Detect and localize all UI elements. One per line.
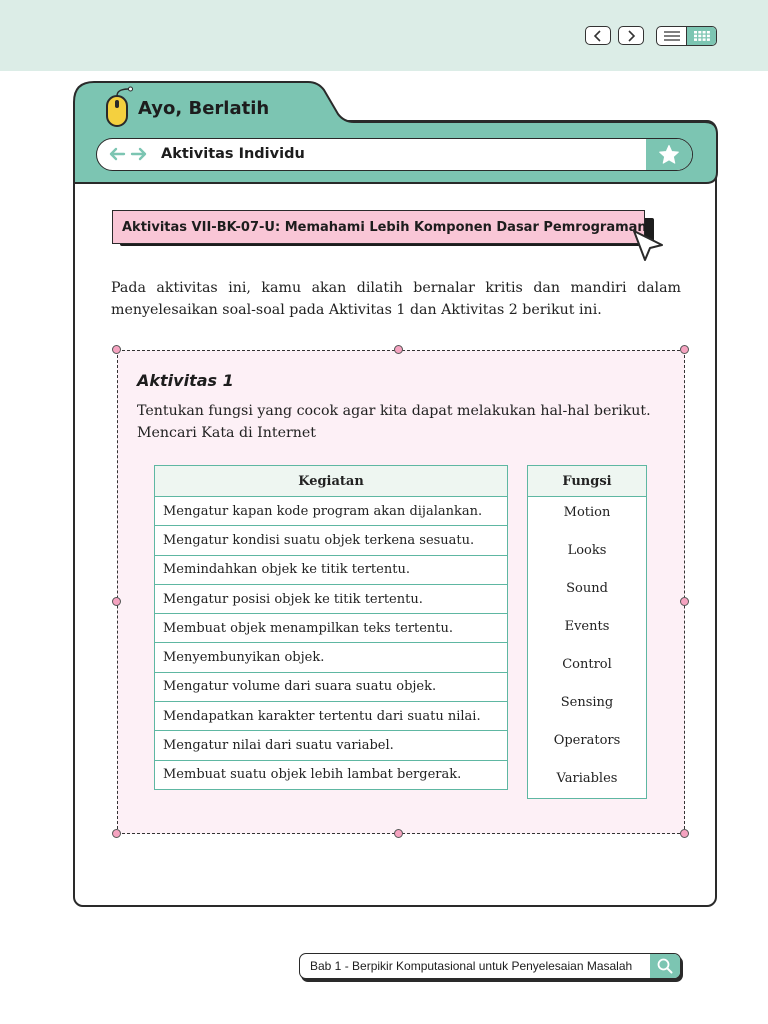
view-toggle	[656, 26, 717, 46]
activity-type-label: Aktivitas Individu	[161, 146, 305, 162]
kegiatan-row: Mengatur kapan kode program akan dijalankan.	[155, 497, 508, 526]
resize-handle	[680, 597, 689, 606]
kegiatan-header: Kegiatan	[155, 466, 508, 497]
kegiatan-row: Memindahkan objek ke titik tertentu.	[155, 555, 508, 584]
grid-view-button[interactable]	[686, 27, 716, 45]
resize-handle	[394, 345, 403, 354]
search-button[interactable]	[650, 954, 680, 978]
activity-title: Aktivitas 1	[137, 371, 234, 390]
activity-bar	[96, 138, 693, 171]
kegiatan-row: Mengatur volume dari suara suatu objek.	[155, 672, 508, 701]
fungsi-item: Motion	[563, 505, 611, 520]
activity-description: Tentukan fungsi yang cocok agar kita dapat melakukan hal-hal berikut. Mencari Kata di Internet	[137, 403, 651, 441]
kegiatan-table	[154, 465, 508, 790]
grid-view-icon	[694, 31, 710, 41]
star-icon	[658, 144, 680, 165]
activity-code-tag: Aktivitas VII-BK-07-U: Memahami Lebih Komponen Dasar Pemrograman	[112, 210, 645, 244]
fungsi-item: Looks	[567, 543, 607, 558]
fungsi-item: Sound	[566, 581, 608, 596]
page-title: Ayo, Berlatih	[138, 98, 270, 119]
fungsi-table	[527, 465, 647, 799]
fungsi-item: Operators	[553, 733, 621, 748]
fungsi-item: Events	[564, 619, 610, 634]
fungsi-header: Fungsi	[528, 466, 646, 497]
kegiatan-row: Membuat suatu objek lebih lambat bergerak.	[155, 760, 508, 789]
chevron-left-icon	[593, 30, 603, 42]
next-page-button[interactable]	[618, 26, 644, 45]
resize-handle	[112, 345, 121, 354]
nav-arrows	[109, 146, 149, 162]
list-view-button[interactable]	[657, 27, 686, 45]
kegiatan-row: Mengatur nilai dari suatu variabel.	[155, 731, 508, 760]
prev-page-button[interactable]	[585, 26, 611, 45]
kegiatan-row: Mendapatkan karakter tertentu dari suatu nilai.	[155, 702, 508, 731]
chapter-title: Bab 1 - Berpikir Komputasional untuk Penyelesaian Masalah	[310, 959, 633, 973]
kegiatan-row: Membuat objek menampilkan teks tertentu.	[155, 614, 508, 643]
bookmark-button[interactable]	[646, 139, 692, 170]
fungsi-item: Sensing	[560, 695, 614, 710]
arrow-right-icon	[132, 149, 145, 159]
kegiatan-row: Menyembunyikan objek.	[155, 643, 508, 672]
intro-paragraph: Pada aktivitas ini, kamu akan dilatih bernalar kritis dan mandiri dalam menyelesaikan soal-soal pada Aktivitas 1 dan Aktivitas 2 berikut ini.	[111, 280, 681, 318]
arrow-left-icon	[111, 149, 124, 159]
kegiatan-row: Mengatur posisi objek ke titik tertentu.	[155, 584, 508, 613]
search-icon	[657, 958, 673, 974]
fungsi-item: Control	[562, 657, 612, 672]
resize-handle	[112, 597, 121, 606]
resize-handle	[680, 345, 689, 354]
chapter-footer	[299, 953, 681, 979]
mouse-icon	[101, 86, 133, 128]
resize-handle	[680, 829, 689, 838]
cursor-icon	[631, 228, 665, 264]
chevron-right-icon	[626, 30, 636, 42]
fungsi-item: Variables	[556, 771, 618, 786]
resize-handle	[394, 829, 403, 838]
top-bar	[0, 0, 768, 71]
kegiatan-row: Mengatur kondisi suatu objek terkena sesuatu.	[155, 526, 508, 555]
resize-handle	[112, 829, 121, 838]
list-view-icon	[663, 31, 681, 41]
